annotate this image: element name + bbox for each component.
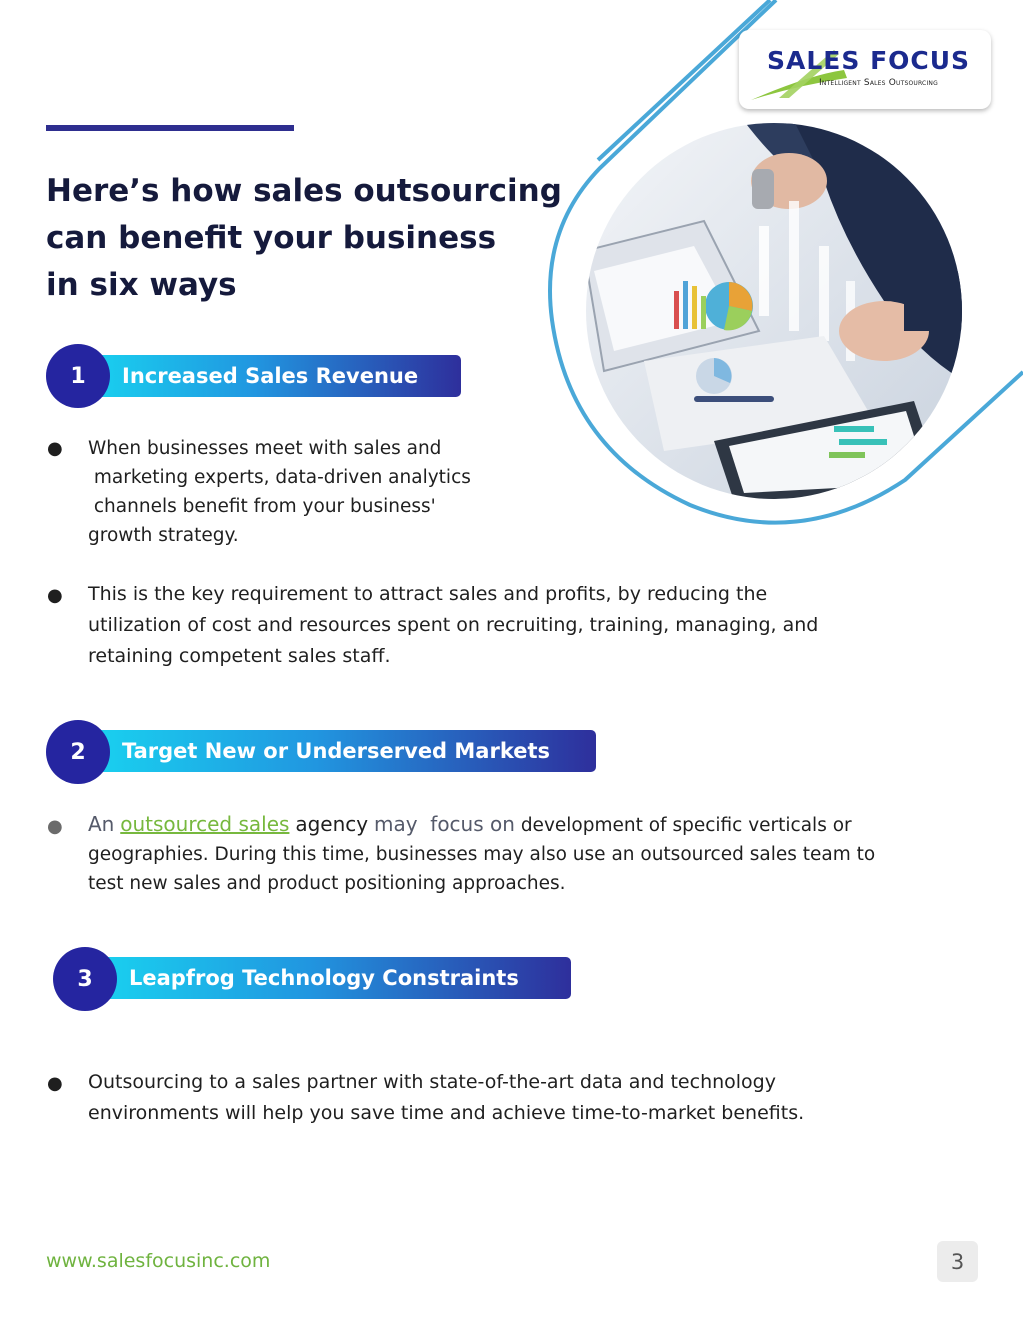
bullet-line: test new sales and product positioning approaches. — [88, 873, 566, 894]
headline-line-3: in six ways — [46, 267, 237, 303]
bullet-line: growth strategy. — [88, 525, 239, 546]
logo-wordmark: SALES FOCUS — [767, 46, 971, 75]
bullet-glyph: ● — [47, 585, 63, 606]
headline-line-2: can benefit your business — [46, 220, 497, 256]
section-2-bullet-1 — [88, 810, 988, 898]
logo-tagline: Intelligent Sales Outsourcing — [819, 78, 938, 88]
bullet-line-1-rest: development of specific verticals or — [520, 815, 852, 836]
bullet-prefix: An — [88, 812, 115, 836]
bullet-line: geographies. During this time, businesses may also use an outsourced sales team to — [88, 844, 876, 865]
bullet-line: This is the key requirement to attract sales and profits, by reducing the — [88, 583, 768, 605]
section-1-title: Increased Sales Revenue — [122, 364, 419, 388]
headline-line-1: Here’s how sales outsourcing — [46, 173, 562, 209]
page-headline — [46, 168, 606, 309]
footer-website-link[interactable]: www.salesfocusinc.com — [46, 1250, 271, 1272]
bullet-line: marketing experts, data-driven analytics — [88, 467, 471, 488]
bullet-line: When businesses meet with sales and — [88, 438, 442, 459]
section-3-number: 3 — [53, 947, 117, 1011]
bullet-line: channels benefit from your business' — [88, 496, 436, 517]
section-1-number: 1 — [46, 344, 110, 408]
section-2-title: Target New or Underserved Markets — [122, 739, 551, 763]
section-2-number: 2 — [46, 720, 110, 784]
sales-focus-logo — [739, 30, 991, 109]
header-rule — [46, 125, 294, 131]
bullet-agency-word: agency — [295, 812, 369, 836]
page-number: 3 — [937, 1241, 978, 1282]
bullet-grey-words: may focus on — [373, 812, 515, 836]
business-analytics-photo — [584, 121, 964, 501]
bullet-line: environments will help you save time and achieve time-to-market benefits. — [88, 1102, 805, 1124]
section-3-bullet-1 — [88, 1067, 988, 1129]
section-3-title: Leapfrog Technology Constraints — [129, 966, 519, 990]
outsourced-sales-link[interactable]: outsourced sales — [120, 812, 290, 836]
bullet-glyph: ● — [47, 816, 63, 837]
bullet-line: Outsourcing to a sales partner with state-of-the-art data and technology — [88, 1071, 776, 1093]
section-1-bullet-2 — [88, 579, 988, 672]
section-1-bullet-1 — [88, 434, 558, 550]
bullet-glyph: ● — [47, 1073, 63, 1094]
bullet-glyph: ● — [47, 438, 63, 459]
bullet-line-1 — [88, 810, 988, 840]
bullet-line: retaining competent sales staff. — [88, 645, 391, 667]
bullet-line: utilization of cost and resources spent on recruiting, training, managing, and — [88, 614, 819, 636]
